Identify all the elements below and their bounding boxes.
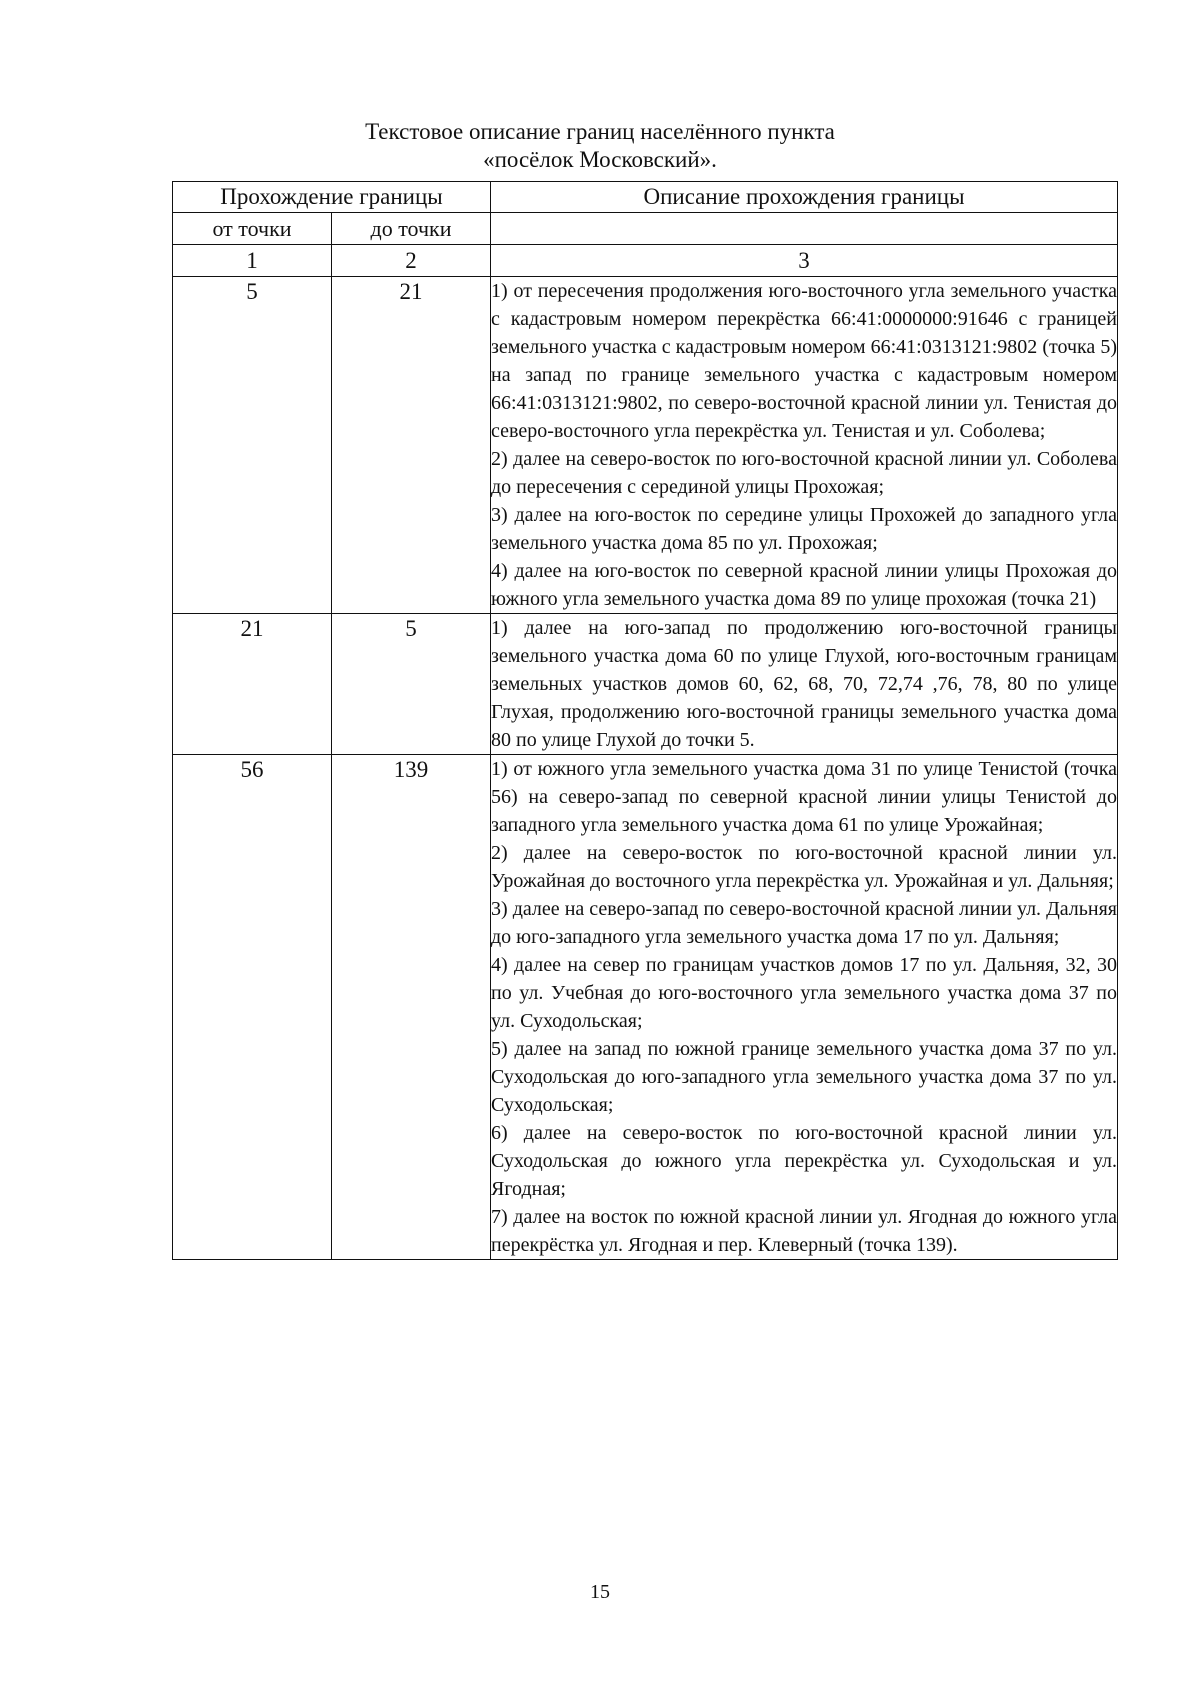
row-to-point: 139 <box>332 755 491 1260</box>
page-number: 15 <box>590 1581 610 1603</box>
row-description <box>491 614 1118 755</box>
row-to-point: 5 <box>332 614 491 755</box>
description-item: 4) далее на юго-восток по северной красной линии улицы Прохожая до южного угла земельного участка дома 89 по улице прохожая (точка 21) <box>491 560 1117 610</box>
boundary-table <box>172 181 1118 1260</box>
description-item: 2) далее на северо-восток по юго-восточной красной линии ул. Урожайная до восточного угла перекрёстка ул. Урожайная и ул. Дальняя; <box>491 842 1117 892</box>
row-from-point: 5 <box>173 277 332 614</box>
description-item: 3) далее на северо-запад по северо-восточной красной линии ул. Дальняя до юго-западного угла земельного участка дома 17 по ул. Дальняя; <box>491 898 1117 948</box>
table-row <box>173 614 1118 755</box>
table-row <box>173 277 1118 614</box>
description-item: 1) от южного угла земельного участка дома 31 по улице Тенистой (точка 56) на северо-запад по северной красной линии улицы Тенистой до западного угла земельного участка дома 61 по улице Урожайная; <box>491 758 1117 836</box>
row-from-point: 56 <box>173 755 332 1260</box>
row-description <box>491 755 1118 1260</box>
subheader-to: до точки <box>332 213 491 245</box>
description-item: 1) далее на юго-запад по продолжению юго-восточной границы земельного участка дома 60 по улице Глухой, юго-восточным границам земельных участков домов 60, 62, 68, 70, 72,74 ,76, 78, 80 по улице Глухая, продолжению юго-восточной границы земельного участка дома 80 по улице Глухой до точки 5. <box>491 617 1117 751</box>
column-number-1: 1 <box>173 245 332 277</box>
table-header-row <box>173 182 1118 213</box>
row-description <box>491 277 1118 614</box>
column-number-2: 2 <box>332 245 491 277</box>
description-item: 3) далее на юго-восток по середине улицы Прохожей до западного угла земельного участка дома 85 по ул. Прохожая; <box>491 504 1117 554</box>
description-item: 2) далее на северо-восток по юго-восточной красной линии ул. Соболева до пересечения с серединой улицы Прохожая; <box>491 448 1117 498</box>
header-description: Описание прохождения границы <box>491 182 1118 213</box>
column-number-row <box>173 245 1118 277</box>
description-item: 1) от пересечения продолжения юго-восточного угла земельного участка с кадастровым номером перекрёстка 66:41:0000000:91646 с границей земельного участка с кадастровым номером 66:41:0313121:9802 (точка 5) на запад по границе земельного участка с кадастровым номером 66:41:0313121:9802, по северо-восточной красной линии ул. Тенистая до северо-восточного угла перекрёстка ул. Тенистая и ул. Соболева; <box>491 280 1117 442</box>
subheader-empty <box>491 213 1118 245</box>
table-row <box>173 755 1118 1260</box>
description-item: 7) далее на восток по южной красной линии ул. Ягодная до южного угла перекрёстка ул. Ягодная и пер. Клеверный (точка 139). <box>491 1206 1117 1256</box>
description-item: 4) далее на север по границам участков домов 17 по ул. Дальняя, 32, 30 по ул. Учебная до юго-восточного угла земельного участка дома 37 по ул. Суходольская; <box>491 954 1117 1032</box>
document-title-line-1: Текстовое описание границ населённого пункта <box>365 119 835 144</box>
subheader-from: от точки <box>173 213 332 245</box>
description-item: 6) далее на северо-восток по юго-восточной красной линии ул. Суходольская до южного угла перекрёстка ул. Суходольская и ул. Ягодная; <box>491 1122 1117 1200</box>
document-title-line-2: «посёлок Московский». <box>483 147 717 172</box>
row-to-point: 21 <box>332 277 491 614</box>
column-number-3: 3 <box>491 245 1118 277</box>
header-passage: Прохождение границы <box>173 182 491 213</box>
row-from-point: 21 <box>173 614 332 755</box>
description-item: 5) далее на запад по южной границе земельного участка дома 37 по ул. Суходольская до юго-западного угла земельного участка дома 37 по ул. Суходольская; <box>491 1038 1117 1116</box>
table-subheader-row <box>173 213 1118 245</box>
